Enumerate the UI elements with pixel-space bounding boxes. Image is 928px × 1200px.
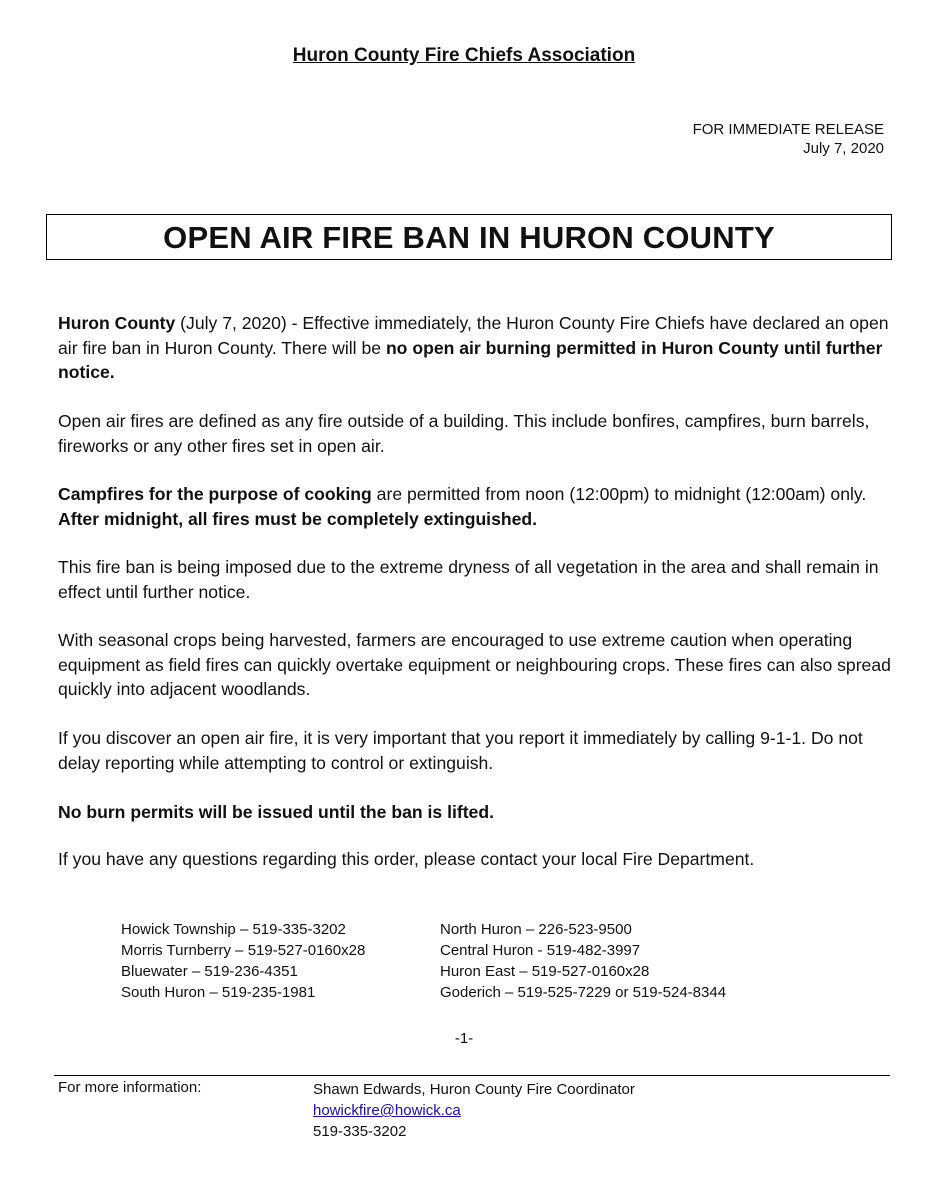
footer-name: Shawn Edwards, Huron County Fire Coordinator: [313, 1081, 635, 1098]
contact-entry: Howick Township – 519-335-3202: [121, 921, 346, 938]
paragraph-reason: This fire ban is being imposed due to the extreme dryness of all vegetation in the area and shall remain in effect until further notice.: [58, 557, 879, 602]
permits-bold: No burn permits will be issued until the ban is lifted.: [58, 802, 494, 822]
contact-entry: Goderich – 519-525-7229 or 519-524-8344: [440, 984, 727, 1001]
contact-entry: South Huron – 519-235-1981: [121, 984, 316, 1001]
contact-entry: North Huron – 226-523-9500: [440, 921, 632, 938]
page-number: -1-: [454, 1030, 474, 1047]
intro-bold-lead: Huron County: [58, 313, 176, 333]
campfires-bold-tail: After midnight, all fires must be completely extinguished.: [58, 508, 538, 529]
paragraph-questions: If you have any questions regarding this order, please contact your local Fire Department.: [58, 849, 755, 869]
campfires-bold-lead: Campfires for the purpose of cooking: [58, 484, 372, 504]
contact-entry: Bluewater – 519-236-4351: [121, 963, 298, 980]
contact-entry: Morris Turnberry – 519-527-0160x28: [121, 942, 366, 959]
contacts-left-column: [121, 919, 365, 1003]
paragraph-definition: Open air fires are defined as any fire outside of a building. This include bonfires, campfires, burn barrels, fireworks or any other fires set in open air.: [58, 411, 870, 456]
paragraph-campfires: [58, 482, 898, 531]
paragraph-report: If you discover an open air fire, it is very important that you report it immediately by calling 9-1-1. Do not delay reporting while attempting to control or extinguish.: [58, 728, 863, 773]
release-label: FOR IMMEDIATE RELEASE: [692, 121, 884, 138]
contacts-right-column: [440, 919, 726, 1003]
footer-email-link[interactable]: howickfire@howick.ca: [313, 1102, 461, 1119]
footer-label: For more information:: [58, 1079, 202, 1096]
intro-text: (July 7, 2020) - Effective immediately, the Huron County Fire Chiefs have declared an open air fire ban in Huron County. There will be: [58, 313, 889, 358]
footer-contact-block: [313, 1079, 635, 1142]
page-title: OPEN AIR FIRE BAN IN HURON COUNTY: [163, 220, 775, 255]
paragraph-farmers: With seasonal crops being harvested, farmers are encouraged to use extreme caution when operating equipment as field fires can quickly overtake equipment or neighbouring crops. These fires can also spread quickly into adjacent woodlands.: [58, 630, 891, 699]
campfires-text: are permitted from noon (12:00pm) to midnight (12:00am) only.: [371, 484, 867, 504]
organization-heading: Huron County Fire Chiefs Association: [292, 45, 636, 66]
footer-phone: 519-335-3202: [313, 1123, 407, 1140]
footer-divider: [54, 1075, 890, 1076]
release-date: July 7, 2020: [803, 140, 884, 157]
contact-entry: Huron East – 519-527-0160x28: [440, 963, 650, 980]
paragraph-permits: [58, 800, 898, 825]
paragraph-intro: [58, 311, 898, 385]
title-box: [46, 214, 892, 260]
intro-bold-tail: no open air burning permitted in Huron County until further notice.: [58, 337, 883, 382]
release-block: [693, 120, 884, 158]
contact-entry: Central Huron - 519-482-3997: [440, 942, 641, 959]
